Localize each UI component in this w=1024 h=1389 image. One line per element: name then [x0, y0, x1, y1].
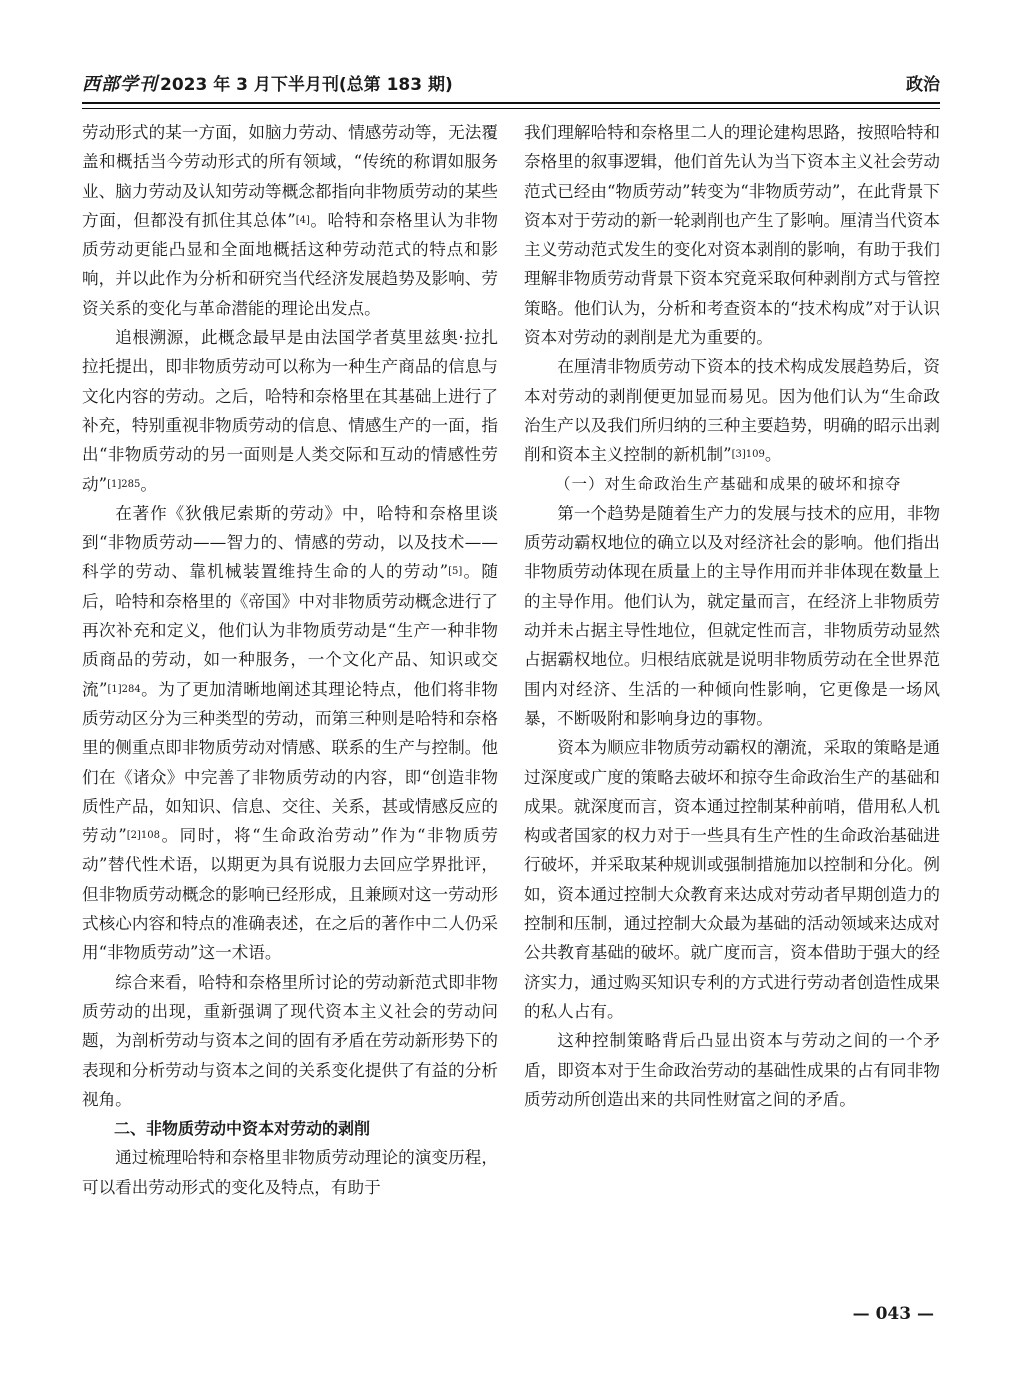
paragraph: 综合来看，哈特和奈格里所讨论的劳动新范式即非物质劳动的出现，重新强调了现代资本主义社会的劳动问题，为剖析劳动与资本之间的固有矛盾在劳动新形势下的表现和分析劳动与资本之间的关系变化提供了有益的分析视角。: [82, 972, 498, 1109]
page-number: — 043 —: [852, 1304, 934, 1324]
citation: [1]285: [107, 478, 141, 490]
citation: [2]108: [126, 830, 160, 842]
citation: [5]: [448, 566, 463, 578]
right-column: [524, 118, 940, 1114]
section-heading: 二、非物质劳动中资本对劳动的剥削: [114, 1119, 371, 1139]
header-rule-thin: [82, 108, 940, 109]
subsection-heading: （一）对生命政治生产基础和成果的破坏和掠夺: [555, 474, 902, 493]
paragraph: 追根溯源，此概念最早是由法国学者莫里兹奥·拉扎拉托提出，即非物质劳动可以称为一种生产商品的信息与文化内容的劳动。之后，哈特和奈格里在其基础上进行了补充，特别重视非物质劳动的信息、情感生产的一面，指出“非物质劳动的另一面则是人类交际和互动的情感性劳动”$^{[1]285}$。: [82, 328, 498, 494]
paragraph: 第一个趋势是随着生产力的发展与技术的应用，非物质劳动霸权地位的确立以及对经济社会的影响。他们指出非物质劳动体现在质量上的主导作用而并非体现在数量上的主导作用。他们认为，就定量而言，在经济上非物质劳动并未占据主导性地位，但就定性而言，非物质劳动显然占据霸权地位。归根结底就是说明非物质劳动在全世界范围内对经济、生活的一种倾向性影响，它更像是一场风暴，不断吸附和影响身边的事物。: [524, 503, 940, 728]
paragraph: 劳动形式的某一方面，如脑力劳动、情感劳动等，无法覆盖和概括当今劳动形式的所有领域，“传统的称谓如服务业、脑力劳动及认知劳动等概念都指向非物质劳动的某些方面，但都没有抓住其总体”[4]。哈特和奈格里认为非物质劳动更能凸显和全面地概括这种劳动范式的特点和影响，并以此作为分析和研究当代经济发展趋势及影响、劳资关系的变化与革命潜能的理论出发点。: [82, 123, 499, 318]
paragraph: 通过梳理哈特和奈格里非物质劳动理论的演变历程，可以看出劳动形式的变化及特点，有助于: [82, 1148, 498, 1197]
paragraph: 我们理解哈特和奈格里二人的理论建构思路，按照哈特和奈格里的叙事逻辑，他们首先认为当下资本主义社会劳动范式已经由“物质劳动”转变为“非物质劳动”，在此背景下资本对于劳动的新一轮剥削也产生了影响。厘清当代资本主义劳动范式发生的变化对资本剥削的影响，有助于我们理解非物质劳动背景下资本究竟采取何种剥削方式与管控策略。他们认为，分析和考查资本的“技术构成”对于认识资本对劳动的剥削是尤为重要的。: [524, 123, 940, 348]
journal-logo: 西部学刊: [82, 74, 158, 95]
running-header: [82, 70, 940, 100]
section-name: 政治: [906, 75, 940, 95]
header-rule-thick: [82, 102, 940, 104]
citation: [4]: [295, 214, 310, 226]
paragraph: 资本为顺应非物质劳动霸权的潮流，采取的策略是通过深度或广度的策略去破坏和掠夺生命政治生产的基础和成果。就深度而言，资本通过控制某种前哨，借用私人机构或者国家的权力对于一些具有生产性的生命政治基础进行破坏，并采取某种规训或强制措施加以控制和分化。例如，资本通过控制大众教育来达成对劳动者早期创造力的控制和压制，通过控制大众最为基础的活动领域来达成对公共教育基础的破坏。就广度而言，资本借助于强大的经济实力，通过购买知识专利的方式进行劳动者创造性成果的私人占有。: [524, 738, 940, 1021]
left-column: [82, 118, 498, 1202]
issue-info: 2023 年 3 月下半月刊(总第 183 期): [160, 75, 453, 95]
paragraph: 在厘清非物质劳动下资本的技术构成发展趋势后，资本对劳动的剥削便更加显而易见。因为他们认为“生命政治生产以及我们所归纳的三种主要趋势，明确的昭示出剥削和资本主义控制的新机制”$^{[3]109}$。: [524, 357, 940, 465]
paragraph: 在著作《狄俄尼索斯的劳动》中，哈特和奈格里谈到“非物质劳动——智力的、情感的劳动，以及技术——科学的劳动、靠机械装置维持生命的人的劳动”[5]。随后，哈特和奈格里的《帝国》中对非物质劳动概念进行了再次补充和定义，他们认为非物质劳动是“生产一种非物质商品的劳动，如一种服务，一个文化产品、知识或交流”$^{[1]284}$。为了更加清晰地阐述其理论特点，他们将非物质劳动区分为三种类型的劳动，而第三种则是哈特和奈格里的侧重点即非物质劳动对情感、联系的生产与控制。他们在《诸众》中完善了非物质劳动的内容，即“创造非物质性产品，如知识、信息、交往、关系，甚或情感反应的劳动”$^{[2]108}$。同时，将“生命政治劳动”作为“非物质劳动”替代性术语，以期更为具有说服力去回应学界批评，但非物质劳动概念的影响已经形成，且兼顾对这一劳动形式核心内容和特点的准确表述，在之后的著作中二人仍采用“非物质劳动”这一术语。: [82, 503, 499, 963]
paragraph: 这种控制策略背后凸显出资本与劳动之间的一个矛盾，即资本对于生命政治劳动的基础性成果的占有同非物质劳动所创造出来的共同性财富之间的矛盾。: [524, 1031, 940, 1109]
citation: [3]109: [731, 449, 765, 461]
citation: [1]284: [107, 683, 141, 695]
